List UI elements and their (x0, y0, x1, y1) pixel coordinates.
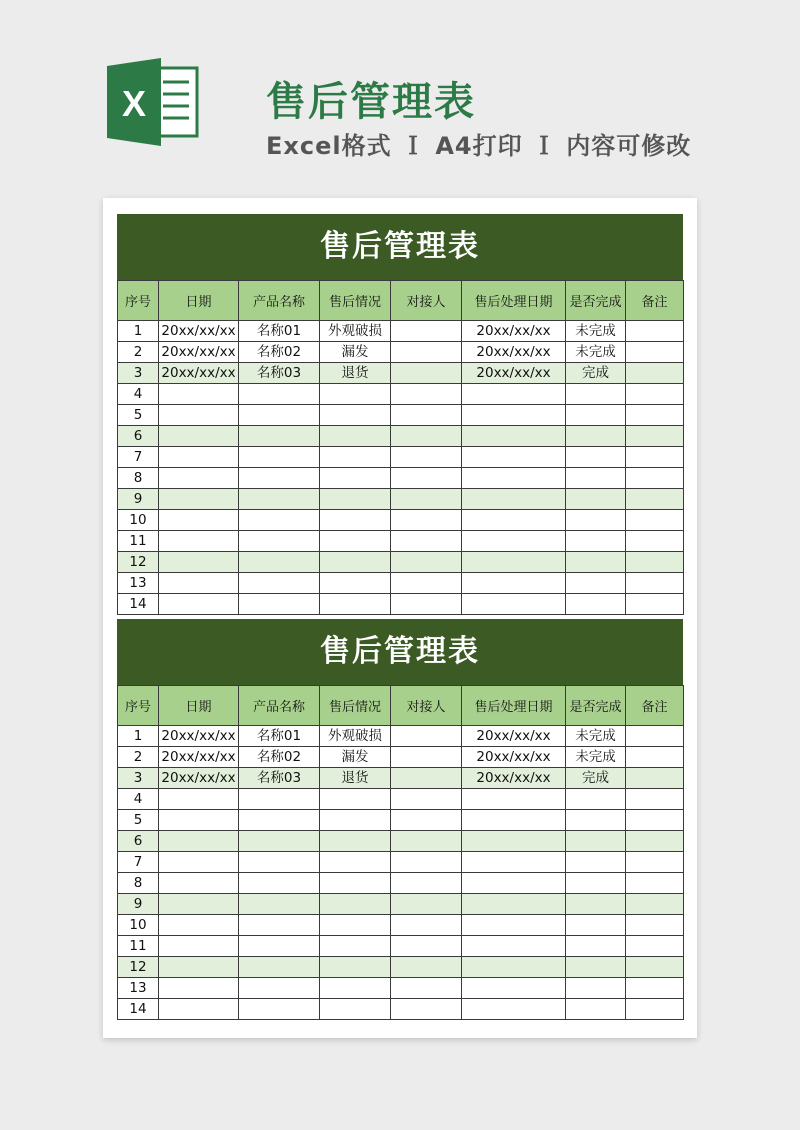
table-cell[interactable]: 未完成 (566, 321, 626, 342)
table-cell[interactable] (626, 873, 684, 894)
table-cell[interactable] (462, 810, 566, 831)
table-cell[interactable] (320, 789, 391, 810)
table-cell[interactable] (626, 531, 684, 552)
table-header-row (118, 686, 684, 726)
table-cell[interactable] (566, 978, 626, 999)
table-cell[interactable] (462, 936, 566, 957)
table-cell[interactable]: 未完成 (566, 726, 626, 747)
table-cell[interactable]: 20xx/xx/xx (462, 747, 566, 768)
table-row (118, 447, 684, 468)
table-row (118, 384, 684, 405)
table-cell[interactable] (391, 594, 462, 615)
column-header: 日期 (159, 686, 239, 726)
table-cell[interactable] (462, 894, 566, 915)
table-body (118, 726, 684, 1020)
sheet-1 (117, 214, 683, 615)
table-cell[interactable] (159, 531, 239, 552)
table-cell[interactable] (320, 510, 391, 531)
table-cell[interactable]: 漏发 (320, 342, 391, 363)
table-cell[interactable] (462, 594, 566, 615)
table-cell[interactable]: 7 (118, 447, 159, 468)
table-row (118, 831, 684, 852)
table-cell[interactable]: 5 (118, 810, 159, 831)
table-cell[interactable] (391, 363, 462, 384)
table-cell[interactable] (159, 810, 239, 831)
table-cell[interactable] (239, 384, 320, 405)
table-cell[interactable] (462, 789, 566, 810)
table-cell[interactable] (391, 426, 462, 447)
table-cell[interactable]: 外观破损 (320, 321, 391, 342)
column-header: 是否完成 (566, 281, 626, 321)
table-cell[interactable]: 20xx/xx/xx (462, 321, 566, 342)
column-header: 售后情况 (320, 281, 391, 321)
table-cell[interactable] (566, 852, 626, 873)
table-cell[interactable] (159, 915, 239, 936)
table-cell[interactable]: 名称01 (239, 726, 320, 747)
table-cell[interactable] (239, 894, 320, 915)
table-row (118, 789, 684, 810)
table-cell[interactable]: 名称03 (239, 363, 320, 384)
table-cell[interactable] (159, 384, 239, 405)
table-row (118, 999, 684, 1020)
table-cell[interactable] (320, 384, 391, 405)
table-cell[interactable] (159, 999, 239, 1020)
table-cell[interactable] (239, 831, 320, 852)
table-cell[interactable]: 7 (118, 852, 159, 873)
table-row (118, 321, 684, 342)
table-cell[interactable] (391, 957, 462, 978)
table-cell[interactable]: 20xx/xx/xx (462, 768, 566, 789)
table-cell[interactable]: 退货 (320, 768, 391, 789)
table-cell[interactable] (320, 447, 391, 468)
table-cell[interactable] (566, 999, 626, 1020)
table-cell[interactable] (159, 426, 239, 447)
column-header: 产品名称 (239, 281, 320, 321)
table-cell[interactable] (239, 468, 320, 489)
table-cell[interactable] (626, 447, 684, 468)
table-cell[interactable] (159, 978, 239, 999)
column-header: 售后处理日期 (462, 686, 566, 726)
table-cell[interactable] (391, 852, 462, 873)
table-cell[interactable] (159, 594, 239, 615)
table-cell[interactable] (462, 447, 566, 468)
table-cell[interactable]: 8 (118, 468, 159, 489)
table-cell[interactable] (320, 957, 391, 978)
table-cell[interactable] (391, 342, 462, 363)
table-cell[interactable]: 完成 (566, 363, 626, 384)
table-row (118, 768, 684, 789)
table-cell[interactable]: 1 (118, 321, 159, 342)
table-cell[interactable] (626, 747, 684, 768)
table-cell[interactable] (626, 936, 684, 957)
table-row (118, 426, 684, 447)
table-cell[interactable] (566, 531, 626, 552)
table-cell[interactable] (462, 489, 566, 510)
table-cell[interactable] (159, 489, 239, 510)
column-header: 备注 (626, 686, 684, 726)
table-cell[interactable] (391, 321, 462, 342)
table-cell[interactable] (626, 468, 684, 489)
table-cell[interactable] (566, 936, 626, 957)
table-cell[interactable]: 5 (118, 405, 159, 426)
table-cell[interactable] (239, 999, 320, 1020)
table-cell[interactable] (320, 852, 391, 873)
table-cell[interactable] (391, 873, 462, 894)
table-cell[interactable] (462, 384, 566, 405)
table-cell[interactable] (566, 405, 626, 426)
table-cell[interactable] (320, 405, 391, 426)
table-cell[interactable] (566, 957, 626, 978)
table-row (118, 594, 684, 615)
table-cell[interactable]: 退货 (320, 363, 391, 384)
table-row (118, 915, 684, 936)
table-cell[interactable] (566, 426, 626, 447)
table-cell[interactable] (320, 573, 391, 594)
table-cell[interactable] (391, 894, 462, 915)
table-cell[interactable] (239, 810, 320, 831)
table-cell[interactable] (626, 915, 684, 936)
excel-logo-icon (103, 58, 203, 146)
excel-logo-letter: X (121, 83, 147, 124)
column-header: 日期 (159, 281, 239, 321)
table-cell[interactable] (462, 573, 566, 594)
table-row (118, 747, 684, 768)
table-cell[interactable] (566, 468, 626, 489)
table-cell[interactable] (239, 789, 320, 810)
table-cell[interactable] (626, 978, 684, 999)
table-cell[interactable] (159, 873, 239, 894)
table-cell[interactable]: 11 (118, 936, 159, 957)
table-cell[interactable]: 6 (118, 831, 159, 852)
table-cell[interactable] (626, 552, 684, 573)
table-cell[interactable] (391, 531, 462, 552)
table-cell[interactable] (626, 573, 684, 594)
table-cell[interactable]: 14 (118, 594, 159, 615)
table-cell[interactable] (462, 852, 566, 873)
table-cell[interactable] (239, 873, 320, 894)
table-cell[interactable] (239, 573, 320, 594)
table-cell[interactable] (566, 552, 626, 573)
table-cell[interactable] (239, 510, 320, 531)
table-cell[interactable] (462, 531, 566, 552)
table-row (118, 978, 684, 999)
table-cell[interactable] (566, 915, 626, 936)
table-cell[interactable] (566, 831, 626, 852)
table-cell[interactable]: 13 (118, 978, 159, 999)
table-cell[interactable] (391, 384, 462, 405)
table-cell[interactable]: 20xx/xx/xx (462, 342, 566, 363)
table-cell[interactable] (391, 810, 462, 831)
column-header: 序号 (118, 686, 159, 726)
table-cell[interactable]: 20xx/xx/xx (462, 363, 566, 384)
sheet-2 (117, 619, 683, 1020)
table-row (118, 342, 684, 363)
table-cell[interactable] (159, 468, 239, 489)
table-cell[interactable] (626, 768, 684, 789)
page-title: 售后管理表 (266, 79, 476, 125)
table-cell[interactable] (626, 342, 684, 363)
table-cell[interactable] (320, 426, 391, 447)
table-cell[interactable]: 3 (118, 363, 159, 384)
table-cell[interactable] (626, 831, 684, 852)
table-cell[interactable] (391, 936, 462, 957)
table-row (118, 489, 684, 510)
table-cell[interactable] (391, 999, 462, 1020)
table-row (118, 573, 684, 594)
table-cell[interactable]: 20xx/xx/xx (159, 321, 239, 342)
column-header: 对接人 (391, 281, 462, 321)
table-cell[interactable]: 11 (118, 531, 159, 552)
table-row (118, 552, 684, 573)
table-cell[interactable] (320, 999, 391, 1020)
table-row (118, 405, 684, 426)
table-cell[interactable]: 6 (118, 426, 159, 447)
table-cell[interactable] (391, 768, 462, 789)
table-cell[interactable] (391, 405, 462, 426)
table-row (118, 726, 684, 747)
table-cell[interactable] (626, 405, 684, 426)
table-cell[interactable]: 20xx/xx/xx (159, 363, 239, 384)
table-cell[interactable] (320, 978, 391, 999)
column-header: 售后情况 (320, 686, 391, 726)
table-cell[interactable] (626, 510, 684, 531)
table-cell[interactable]: 9 (118, 489, 159, 510)
table-cell[interactable] (391, 489, 462, 510)
table-cell[interactable] (239, 552, 320, 573)
table-cell[interactable]: 20xx/xx/xx (159, 342, 239, 363)
table-row (118, 936, 684, 957)
table-cell[interactable] (239, 489, 320, 510)
table-cell[interactable] (239, 405, 320, 426)
table-cell[interactable]: 名称03 (239, 768, 320, 789)
column-header: 是否完成 (566, 686, 626, 726)
table-cell[interactable]: 20xx/xx/xx (159, 747, 239, 768)
table-cell[interactable] (626, 489, 684, 510)
table-row (118, 852, 684, 873)
table-cell[interactable] (239, 447, 320, 468)
table-cell[interactable]: 3 (118, 768, 159, 789)
table-row (118, 531, 684, 552)
table-cell[interactable] (391, 447, 462, 468)
table-cell[interactable]: 4 (118, 384, 159, 405)
table-cell[interactable] (462, 468, 566, 489)
table-cell[interactable] (626, 363, 684, 384)
table-cell[interactable] (159, 894, 239, 915)
table-row (118, 510, 684, 531)
table-cell[interactable] (626, 810, 684, 831)
table-row (118, 468, 684, 489)
table-cell[interactable] (391, 510, 462, 531)
table-cell[interactable]: 名称01 (239, 321, 320, 342)
table-cell[interactable] (239, 426, 320, 447)
table-cell[interactable] (462, 831, 566, 852)
table-cell[interactable]: 14 (118, 999, 159, 1020)
table-cell[interactable]: 10 (118, 915, 159, 936)
table-cell[interactable] (566, 594, 626, 615)
table-cell[interactable]: 20xx/xx/xx (159, 726, 239, 747)
table-cell[interactable] (626, 789, 684, 810)
table-cell[interactable] (626, 426, 684, 447)
table-cell[interactable]: 2 (118, 747, 159, 768)
table-cell[interactable] (239, 531, 320, 552)
table-cell[interactable]: 8 (118, 873, 159, 894)
table-row (118, 894, 684, 915)
table-cell[interactable] (320, 831, 391, 852)
table-cell[interactable] (566, 873, 626, 894)
table-cell[interactable] (462, 999, 566, 1020)
page-header (0, 0, 800, 200)
column-header: 序号 (118, 281, 159, 321)
table-cell[interactable] (159, 957, 239, 978)
table-cell[interactable] (239, 936, 320, 957)
table-cell[interactable] (320, 936, 391, 957)
table-cell[interactable] (391, 747, 462, 768)
table-row (118, 873, 684, 894)
sheet-title: 售后管理表 (117, 619, 683, 685)
table-cell[interactable] (626, 894, 684, 915)
table-cell[interactable] (462, 873, 566, 894)
table-cell[interactable] (391, 552, 462, 573)
table-cell[interactable] (626, 726, 684, 747)
table-cell[interactable] (239, 852, 320, 873)
table-cell[interactable] (320, 810, 391, 831)
table-cell[interactable] (462, 978, 566, 999)
table-cell[interactable] (159, 852, 239, 873)
table-cell[interactable] (391, 468, 462, 489)
table-cell[interactable] (626, 999, 684, 1020)
table-cell[interactable]: 12 (118, 552, 159, 573)
table-cell[interactable] (320, 594, 391, 615)
after-sales-table (117, 280, 684, 615)
table-cell[interactable] (626, 384, 684, 405)
table-cell[interactable] (320, 468, 391, 489)
table-cell[interactable]: 10 (118, 510, 159, 531)
table-cell[interactable]: 13 (118, 573, 159, 594)
table-cell[interactable]: 2 (118, 342, 159, 363)
table-cell[interactable] (159, 405, 239, 426)
table-cell[interactable] (566, 510, 626, 531)
table-cell[interactable] (391, 831, 462, 852)
table-cell[interactable]: 名称02 (239, 747, 320, 768)
table-cell[interactable] (159, 573, 239, 594)
table-cell[interactable]: 漏发 (320, 747, 391, 768)
sheet-title: 售后管理表 (117, 214, 683, 280)
table-cell[interactable] (566, 789, 626, 810)
table-cell[interactable] (462, 426, 566, 447)
table-cell[interactable]: 20xx/xx/xx (159, 768, 239, 789)
table-row (118, 363, 684, 384)
table-cell[interactable] (566, 810, 626, 831)
column-header: 备注 (626, 281, 684, 321)
table-cell[interactable] (159, 510, 239, 531)
table-cell[interactable]: 外观破损 (320, 726, 391, 747)
table-cell[interactable]: 完成 (566, 768, 626, 789)
table-cell[interactable]: 9 (118, 894, 159, 915)
table-cell[interactable]: 20xx/xx/xx (462, 726, 566, 747)
table-cell[interactable] (462, 915, 566, 936)
table-cell[interactable] (566, 447, 626, 468)
table-cell[interactable] (159, 447, 239, 468)
table-cell[interactable]: 未完成 (566, 342, 626, 363)
after-sales-table (117, 685, 684, 1020)
table-cell[interactable] (626, 852, 684, 873)
table-cell[interactable] (159, 831, 239, 852)
column-header: 售后处理日期 (462, 281, 566, 321)
table-cell[interactable] (320, 873, 391, 894)
table-cell[interactable] (626, 594, 684, 615)
table-cell[interactable]: 未完成 (566, 747, 626, 768)
table-cell[interactable] (239, 957, 320, 978)
table-cell[interactable] (566, 894, 626, 915)
table-cell[interactable] (159, 552, 239, 573)
table-cell[interactable] (626, 321, 684, 342)
table-header-row (118, 281, 684, 321)
table-cell[interactable] (239, 915, 320, 936)
table-cell[interactable]: 名称02 (239, 342, 320, 363)
table-row (118, 810, 684, 831)
table-cell[interactable]: 1 (118, 726, 159, 747)
table-cell[interactable] (566, 489, 626, 510)
column-header: 产品名称 (239, 686, 320, 726)
table-body (118, 321, 684, 615)
table-row (118, 957, 684, 978)
table-cell[interactable] (391, 789, 462, 810)
table-cell[interactable] (391, 726, 462, 747)
table-cell[interactable] (391, 915, 462, 936)
table-cell[interactable] (320, 531, 391, 552)
table-cell[interactable] (566, 384, 626, 405)
table-cell[interactable] (566, 573, 626, 594)
table-cell[interactable] (391, 573, 462, 594)
table-cell[interactable] (462, 957, 566, 978)
column-header: 对接人 (391, 686, 462, 726)
table-cell[interactable] (239, 594, 320, 615)
table-cell[interactable] (462, 405, 566, 426)
table-cell[interactable] (320, 915, 391, 936)
table-cell[interactable] (239, 978, 320, 999)
page-subtitle: Excel格式 Ｉ A4打印 Ｉ 内容可修改 (266, 132, 692, 160)
table-cell[interactable] (626, 957, 684, 978)
table-cell[interactable] (391, 978, 462, 999)
table-cell[interactable] (320, 552, 391, 573)
table-cell[interactable]: 12 (118, 957, 159, 978)
table-cell[interactable] (320, 894, 391, 915)
table-cell[interactable] (462, 552, 566, 573)
table-cell[interactable]: 4 (118, 789, 159, 810)
table-cell[interactable] (159, 789, 239, 810)
table-cell[interactable] (320, 489, 391, 510)
table-cell[interactable] (462, 510, 566, 531)
table-cell[interactable] (159, 936, 239, 957)
